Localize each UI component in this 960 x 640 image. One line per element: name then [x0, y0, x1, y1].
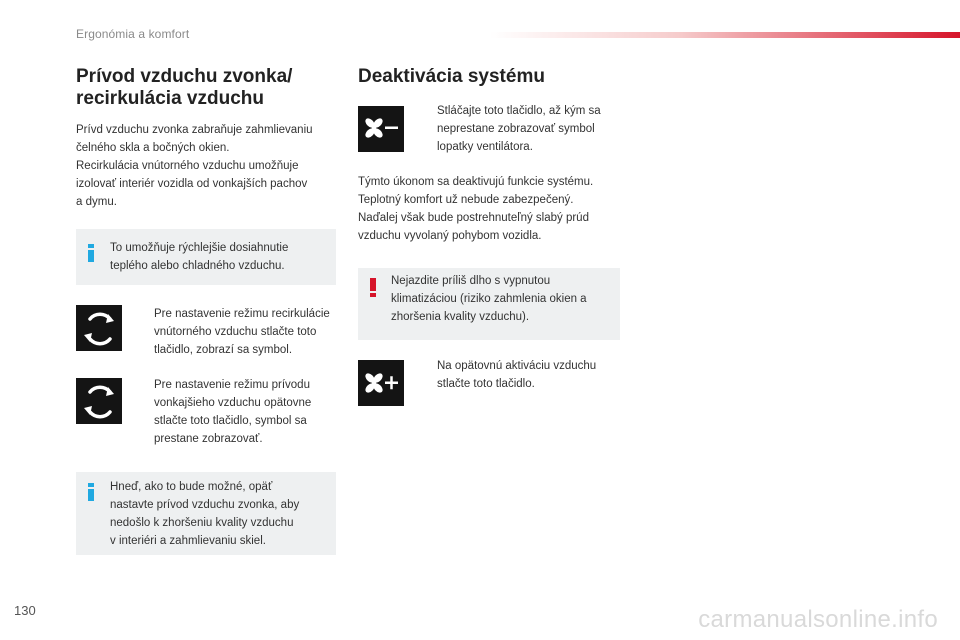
- intro-line: izolovať interiér vozidla od vonkajších pachov: [76, 178, 308, 190]
- info-line: Hneď, ako to bude možné, opäť: [110, 481, 273, 493]
- intro-line: čelného skla a bočných okien.: [76, 142, 230, 154]
- left-intro: [76, 121, 313, 211]
- step-line: lopatky ventilátora.: [437, 141, 533, 153]
- recirculation-button: [76, 305, 122, 351]
- recirculation-arrows-icon: [76, 305, 122, 351]
- warning-box: [358, 268, 620, 340]
- warning-line: Nejazdite príliš dlho s vypnutou: [391, 275, 551, 287]
- watermark: carmanualsonline.info: [698, 606, 938, 633]
- warning-icon: [370, 278, 376, 297]
- recirculation-button: [76, 378, 122, 424]
- step-line: tlačidlo, zobrazí sa symbol.: [154, 344, 293, 356]
- info-line: nedošlo k zhoršeniu kvality vzduchu: [110, 517, 294, 529]
- step-line: prestane zobrazovať.: [154, 433, 263, 445]
- left-heading-line: Prívod vzduchu zvonka/: [76, 66, 293, 87]
- warning-line: klimatizáciou (riziko zahmlenia okien a: [391, 293, 587, 305]
- info-text: [110, 478, 299, 550]
- fan-plus-icon: [358, 360, 404, 406]
- warning-text: [391, 272, 587, 326]
- info-icon: [88, 483, 94, 501]
- info-line: v interiéri a zahmlievaniu skiel.: [110, 535, 266, 547]
- right-heading: Deaktivácia systému: [358, 66, 545, 87]
- para-line: vzduchu vyvolaný pohybom vozidla.: [358, 230, 542, 242]
- fan-plus-button: [358, 360, 404, 406]
- para-line: Týmto úkonom sa deaktivujú funkcie systému.: [358, 176, 594, 188]
- section-title: Ergonómia a komfort: [76, 27, 190, 41]
- step-line: Na opätovnú aktiváciu vzduchu: [437, 360, 597, 372]
- right-paragraph: [358, 173, 593, 245]
- para-line: Teplotný komfort už nebude zabezpečený.: [358, 194, 574, 206]
- fan-minus-button: [358, 106, 404, 152]
- step-line: stlačte toto tlačidlo, symbol sa: [154, 415, 307, 427]
- step-line: Pre nastavenie režimu recirkulácie: [154, 308, 330, 320]
- page-number: 130: [14, 603, 36, 618]
- info-text: [110, 239, 288, 275]
- info-line: nastavte prívod vzduchu zvonka, aby: [110, 499, 300, 511]
- left-heading: [76, 66, 292, 110]
- step-line: neprestane zobrazovať symbol: [437, 123, 595, 135]
- recirculation-arrows-icon: [76, 378, 122, 424]
- para-line: Naďalej však bude postrehnuteľný slabý prúd: [358, 212, 589, 224]
- step-line: Stláčajte toto tlačidlo, až kým sa: [437, 105, 601, 117]
- step-line: vonkajšieho vzduchu opätovne: [154, 397, 312, 409]
- info-icon: [88, 244, 94, 262]
- info-line: teplého alebo chladného vzduchu.: [110, 260, 285, 272]
- step-line: vnútorného vzduchu stlačte toto: [154, 326, 317, 338]
- intro-line: a dymu.: [76, 196, 117, 208]
- left-heading-line: recirkulácia vzduchu: [76, 88, 264, 109]
- step-line: stlačte toto tlačidlo.: [437, 378, 535, 390]
- intro-line: Recirkulácia vnútorného vzduchu umožňuje: [76, 160, 299, 172]
- info-line: To umožňuje rýchlejšie dosiahnutie: [110, 242, 289, 254]
- info-box-restore: [76, 472, 336, 555]
- info-box-faster: [76, 229, 336, 285]
- step-line: Pre nastavenie režimu prívodu: [154, 379, 310, 391]
- fan-minus-icon: [358, 106, 404, 152]
- intro-line: Prívd vzduchu zvonka zabraňuje zahmlievaniu: [76, 124, 313, 136]
- warning-line: zhoršenia kvality vzduchu).: [391, 311, 530, 323]
- header-accent-bar: [490, 32, 960, 38]
